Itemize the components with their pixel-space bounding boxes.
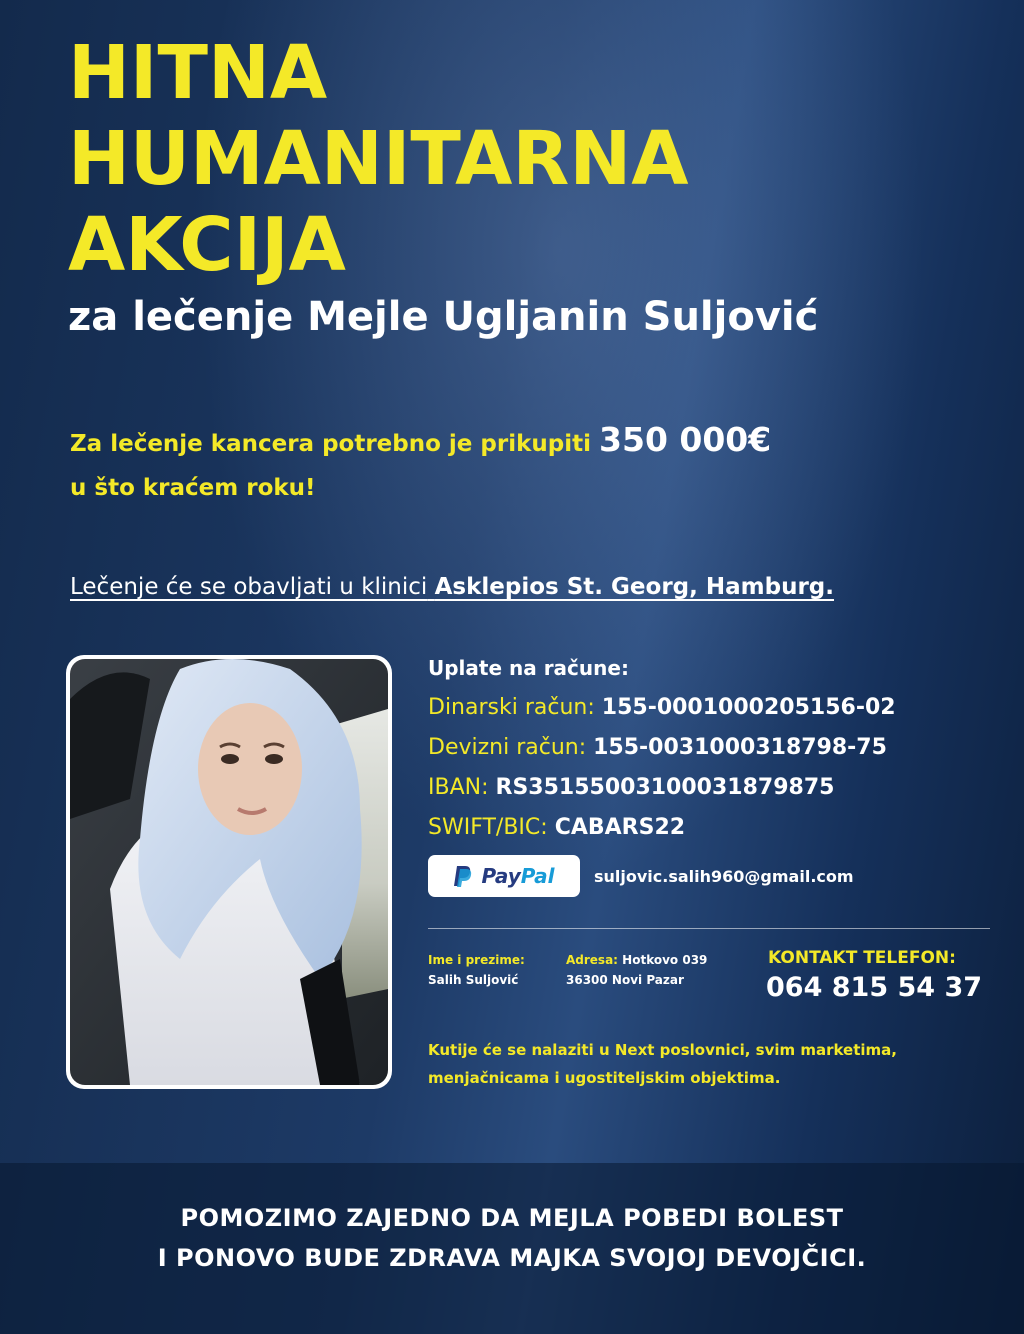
footer-line-2: I PONOVO BUDE ZDRAVA MAJKA SVOJOJ DEVOJČICI.: [157, 1244, 867, 1272]
name-value: Salih Suljović: [428, 973, 519, 987]
bank-label: IBAN:: [428, 775, 489, 800]
clinic-prefix: Lečenje će se obavljati u klinici: [70, 574, 428, 600]
bank-row: [428, 768, 896, 808]
bank-value: 155-0001000205156-02: [601, 695, 896, 720]
donation-boxes-info: [428, 1036, 897, 1092]
bank-row: [428, 728, 896, 768]
fundraising-goal: [70, 418, 771, 510]
bank-label: Devizni račun:: [428, 735, 587, 760]
bank-row: [428, 688, 896, 728]
address-line-1: Hotkovo 039: [622, 953, 708, 967]
paypal-pal: Pal: [520, 864, 555, 888]
headline-line-1: HITNA: [68, 30, 328, 116]
patient-photo-frame: [66, 655, 392, 1089]
clinic-name: Asklepios St. Georg, Hamburg.: [434, 574, 834, 600]
paypal-wordmark: [481, 864, 554, 888]
bank-accounts: [428, 648, 896, 848]
goal-amount: 350 000€: [599, 420, 772, 459]
goal-text-2: u što kraćem roku!: [70, 475, 316, 501]
headline-line-2: HUMANITARNA: [68, 116, 689, 202]
address-line-2: 36300 Novi Pazar: [566, 973, 684, 987]
contact-address: [566, 950, 707, 990]
boxes-line-1: Kutije će se nalaziti u Next poslovnici, svim marketima,: [428, 1041, 897, 1059]
contact-name: [428, 950, 525, 990]
subtitle: za lečenje Mejle Ugljanin Suljović: [68, 294, 819, 340]
footer-message: [0, 1198, 1024, 1278]
paypal-pay: Pay: [481, 864, 521, 888]
divider: [428, 928, 990, 929]
bank-label: SWIFT/BIC:: [428, 815, 548, 840]
bank-row: [428, 808, 896, 848]
bank-value: RS35155003100031879875: [495, 775, 835, 800]
phone-label: KONTAKT TELEFON:: [768, 948, 956, 968]
boxes-line-2: menjačnicama i ugostiteljskim objektima.: [428, 1069, 781, 1087]
clinic-info: [70, 574, 834, 600]
paypal-row: [428, 855, 854, 897]
headline-line-3: AKCIJA: [68, 202, 346, 288]
name-label: Ime i prezime:: [428, 953, 525, 967]
goal-text: Za lečenje kancera potrebno je prikupiti: [70, 431, 592, 457]
paypal-email: suljovic.salih960@gmail.com: [594, 866, 854, 886]
bank-label: Dinarski račun:: [428, 695, 595, 720]
patient-photo: [70, 659, 388, 1085]
footer-line-1: POMOZIMO ZAJEDNO DA MEJLA POBEDI BOLEST: [180, 1204, 844, 1232]
phone-number: 064 815 54 37: [766, 972, 983, 1003]
paypal-icon: [453, 864, 473, 888]
address-label: Adresa:: [566, 953, 618, 967]
paypal-logo: [428, 855, 580, 897]
bank-value: 155-0031000318798-75: [593, 735, 887, 760]
bank-value: CABARS22: [554, 815, 686, 840]
bank-heading: Uplate na račune:: [428, 656, 629, 680]
headline: [68, 30, 689, 288]
